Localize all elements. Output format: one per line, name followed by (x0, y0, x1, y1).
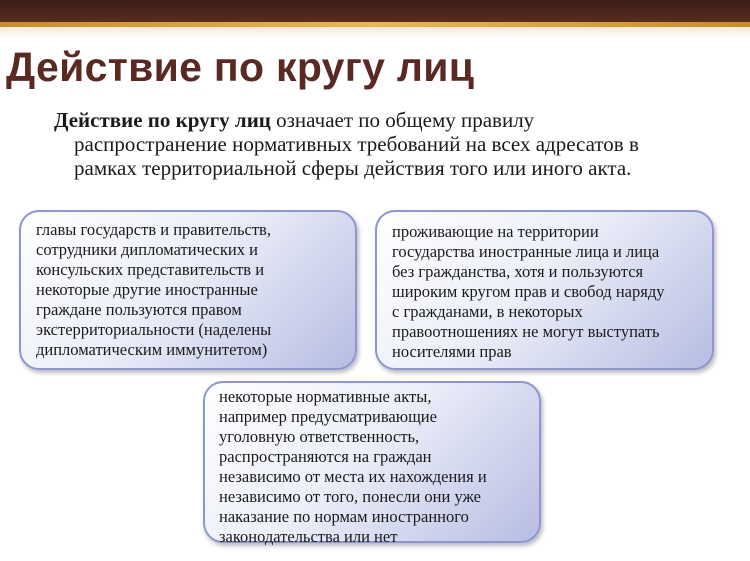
card-line: главы государств и правительств, (36, 220, 271, 239)
card-line: консульских представительств и (36, 260, 265, 279)
intro-line-3: рамках территориальной сферы действия того или иного акта. (74, 156, 632, 180)
card-line: сотрудники дипломатических и (36, 240, 258, 259)
card-line: независимо от места их нахождения и (219, 467, 487, 486)
card-line: дипломатическим иммунитетом) (36, 340, 268, 359)
slide-title: Действие по кругу лиц (6, 44, 475, 90)
card-line: граждане пользуются правом (36, 300, 242, 319)
intro-paragraph (54, 108, 734, 180)
card-line: экстерриториальности (наделены (36, 320, 272, 339)
card-line: правоотношениях не могут выступать (392, 322, 660, 341)
intro-term: Действие по кругу лиц (54, 108, 271, 132)
card-line: наказание по нормам иностранного (219, 507, 469, 526)
card-line: носителями прав (392, 342, 512, 361)
card-line: государства иностранные лица и лица (392, 242, 660, 261)
card-line: некоторые нормативные акты, (219, 387, 432, 406)
intro-line-1 (54, 108, 734, 132)
header-band-cream (0, 27, 750, 39)
card-foreigners (375, 210, 714, 370)
card-line: с гражданами, в некоторых (392, 302, 583, 321)
card-extraterritorial-acts (203, 381, 541, 546)
card-line: широким кругом прав и свобод наряду (392, 282, 665, 301)
card-line: проживающие на территории (392, 222, 599, 241)
card-line: независимо от того, понесли они уже (219, 487, 481, 506)
card-line: уголовную ответственность, (219, 427, 420, 446)
card-line: например предусматривающие (219, 407, 437, 426)
card-line: законодательства или нет (219, 527, 398, 546)
header-band-dark (0, 0, 750, 22)
intro-line-1-rest: означает по общему правилу (270, 108, 535, 132)
intro-line-2: распространение нормативных требований на всех адресатов в (74, 132, 639, 156)
card-line: распространяются на граждан (219, 447, 432, 466)
card-line: без гражданства, хотя и пользуются (392, 262, 644, 281)
card-line: некоторые другие иностранные (36, 280, 258, 299)
card-diplomats (19, 210, 357, 370)
